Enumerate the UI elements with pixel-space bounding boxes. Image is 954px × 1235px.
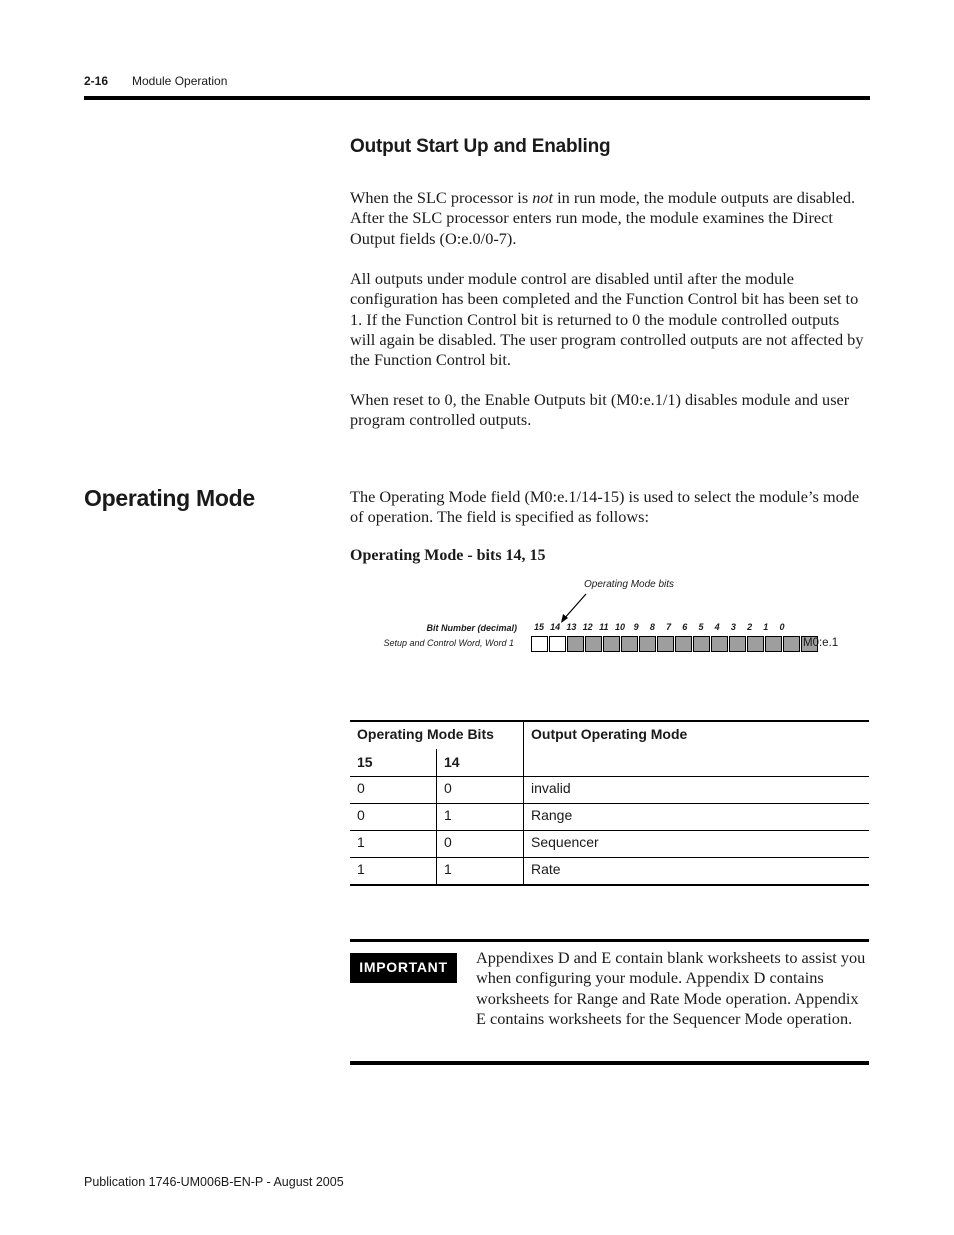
bit-cell-15 (531, 636, 548, 652)
important-bottom-rule (350, 1061, 869, 1065)
cell-mode: invalid (524, 777, 870, 804)
cell-mode: Range (524, 804, 870, 831)
table-header-bits: Operating Mode Bits (350, 721, 524, 749)
paragraph-text: When the SLC processor is (350, 188, 533, 207)
bit-cell-9 (639, 636, 656, 652)
bit-number-8: 8 (649, 622, 655, 632)
bit-number-0: 0 (779, 622, 785, 632)
register-bit-diagram (360, 576, 860, 656)
header-rule (84, 96, 870, 100)
emphasis-text: not (532, 188, 554, 207)
table-header-bit14: 14 (437, 749, 524, 777)
table-row (350, 858, 869, 886)
bit-cell-3 (747, 636, 764, 652)
important-top-rule (350, 939, 869, 942)
callout-label: Operating Mode bits (584, 579, 675, 590)
bit-number-15: 15 (533, 622, 544, 632)
cell-bit15: 0 (350, 804, 437, 831)
table-header-bit15: 15 (350, 749, 437, 777)
cell-mode: Rate (524, 858, 870, 886)
bit-number-5: 5 (698, 622, 704, 632)
table-row (350, 777, 869, 804)
cell-bit14: 0 (437, 831, 524, 858)
cell-bit14: 1 (437, 858, 524, 886)
bit-cell-11 (603, 636, 620, 652)
bit-cell-4 (729, 636, 746, 652)
bit-cell-7 (675, 636, 692, 652)
section-heading-output-start-up: Output Start Up and Enabling (350, 136, 611, 157)
bit-number-label: Bit Number (decimal) (426, 623, 517, 633)
bit-cell-1 (783, 636, 800, 652)
cell-mode: Sequencer (524, 831, 870, 858)
bit-cell-10 (621, 636, 638, 652)
bit-cell-6 (693, 636, 710, 652)
table-row (350, 804, 869, 831)
paragraph-operating-mode-field: The Operating Mode field (M0:e.1/14-15) is used to select the module’s mode of operation. The field is specified as follows: (350, 487, 860, 527)
operating-mode-table (350, 720, 869, 886)
cell-bit15: 0 (350, 777, 437, 804)
bit-number-4: 4 (714, 622, 720, 632)
bit-cell-14 (549, 636, 566, 652)
running-header-section: Module Operation (132, 74, 228, 88)
table-row (350, 831, 869, 858)
paragraph-function-control: All outputs under module control are disabled until after the module configuration has been completed and the Function Control bit has been set to 1. If the Function Control bit is returned to 0 the module controlled outputs will again be disabled. The user program controlled outputs are not affected by the Function Control bit. (350, 269, 864, 370)
bit-cell-5 (711, 636, 728, 652)
bit-number-13: 13 (566, 622, 577, 632)
section-heading-operating-mode: Operating Mode (84, 485, 255, 511)
important-badge: IMPORTANT (350, 953, 457, 983)
paragraph-enable-outputs: When reset to 0, the Enable Outputs bit (M0:e.1/1) disables module and user program controlled outputs. (350, 390, 850, 430)
footer-publication: Publication 1746-UM006B-EN-P - August 2005 (84, 1175, 344, 1189)
bit-number-14: 14 (550, 622, 561, 632)
bit-cell-12 (585, 636, 602, 652)
bit-number-9: 9 (633, 622, 639, 632)
cell-bit14: 1 (437, 804, 524, 831)
bit-cell-2 (765, 636, 782, 652)
word-label: Setup and Control Word, Word 1 (383, 638, 514, 648)
cell-bit15: 1 (350, 831, 437, 858)
bit-cell-13 (567, 636, 584, 652)
bit-number-10: 10 (614, 622, 625, 632)
bit-number-12: 12 (582, 622, 593, 632)
bit-number-7: 7 (666, 622, 672, 632)
bit-number-3: 3 (730, 622, 736, 632)
cell-bit14: 0 (437, 777, 524, 804)
bit-cell-row (531, 636, 819, 652)
bit-cell-8 (657, 636, 674, 652)
table-header-mode: Output Operating Mode (524, 721, 870, 777)
page-number: 2-16 (84, 74, 109, 88)
cell-bit15: 1 (350, 858, 437, 886)
bit-number-11: 11 (599, 622, 609, 632)
paragraph-text: in run mode, the module outputs are disabled. After the SLC processor enters run mode, the module examines the Direct Output fields (O:e.0/0-7). (350, 188, 856, 248)
bit-number-6: 6 (682, 622, 688, 632)
figure-title: Operating Mode - bits 14, 15 (350, 547, 546, 564)
bit-number-2: 2 (747, 622, 753, 632)
paragraph-run-mode (350, 188, 865, 249)
important-text: Appendixes D and E contain blank worksheets to assist you when configuring your module. Appendix D contains worksheets for Range and Rate Mode operation. Appendix E contains worksheets for the Sequencer Mode operation. (476, 948, 866, 1028)
register-address: M0:e.1 (803, 637, 839, 649)
bit-number-1: 1 (763, 622, 769, 632)
